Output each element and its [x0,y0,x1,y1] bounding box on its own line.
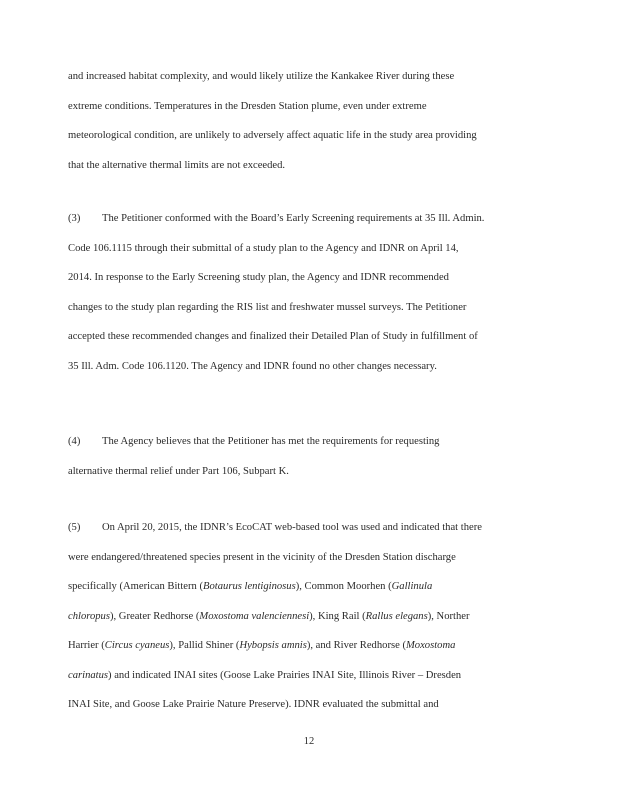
species-name: carinatus [68,669,109,681]
text-line [68,661,552,691]
text-segment: The Agency believes that the Petitioner has met the requirements for requesting [102,436,440,447]
paragraph-number: (5) [68,522,81,533]
text-line [68,572,552,602]
text-line: changes to the study plan regarding the RIS list and freshwater mussel surveys. The Petitioner [68,301,467,313]
text-segment: On April 20, 2015, the IDNR’s EcoCAT web-based tool was used and indicated that there [102,522,482,533]
paragraph-continuation [68,62,552,180]
text-segment: ), Pallid Shiner ( [169,640,240,651]
text-line [68,631,552,661]
text-line: alternative thermal relief under Part 106, Subpart K. [68,465,289,477]
species-name: Rallus elegans [365,610,428,622]
text-segment: ), King Rail ( [309,610,366,622]
paragraph-4 [68,427,552,486]
text-segment: ), Greater Redhorse ( [109,610,200,622]
text-segment: ), Norther [427,610,470,622]
page-number: 12 [303,736,315,747]
text-line: 35 Ill. Adm. Code 106.1120. The Agency and IDNR found no other changes necessary. [68,360,437,372]
text-line [68,602,552,632]
text-line: that the alternative thermal limits are not exceeded. [68,159,286,171]
text-segment: specifically (American Bittern ( [68,581,204,592]
text-line: accepted these recommended changes and finalized their Detailed Plan of Study in fulfillment of [68,331,478,342]
paragraph-5 [68,513,552,720]
text-line: Code 106.1115 through their submittal of a study plan to the Agency and IDNR on April 14, [68,242,459,254]
species-name: chloropus [68,610,110,622]
text-line: 2014. In response to the Early Screening study plan, the Agency and IDNR recommended [68,272,449,283]
species-name: Hybopsis amnis [239,640,307,651]
species-name: Moxostoma valenciennesi [199,610,310,622]
paragraph-number: (3) [68,213,81,224]
text-line: extreme conditions. Temperatures in the Dresden Station plume, even under extreme [68,100,427,112]
species-name: Gallinula [391,581,433,592]
text-line: INAI Site, and Goose Lake Prairie Nature Preserve). IDNR evaluated the submittal and [68,699,439,710]
text-line: were endangered/threatened species present in the vicinity of the Dresden Station discharge [68,551,456,563]
text-line [68,204,552,234]
text-segment: ) and indicated INAI sites (Goose Lake Prairies INAI Site, Illinois River – Dresden [108,669,462,681]
text-line [68,427,552,457]
paragraph-number: (4) [68,436,81,447]
text-segment: The Petitioner conformed with the Board’s Early Screening requirements at 35 Ill. Admin. [102,213,485,224]
text-line [68,513,552,543]
text-line: meteorological condition, are unlikely to adversely affect aquatic life in the study area providing [68,130,477,141]
text-segment: Harrier ( [68,640,105,651]
text-segment: ), Common Moorhen ( [295,581,392,592]
text-segment: ), and River Redhorse ( [306,640,406,651]
text-line: and increased habitat complexity, and would likely utilize the Kankakee River during these [68,71,455,82]
paragraph-3 [68,204,552,381]
species-name: Circus cyaneus [104,640,170,651]
species-name: Botaurus lentiginosus [203,581,296,592]
species-name: Moxostoma [405,640,456,651]
